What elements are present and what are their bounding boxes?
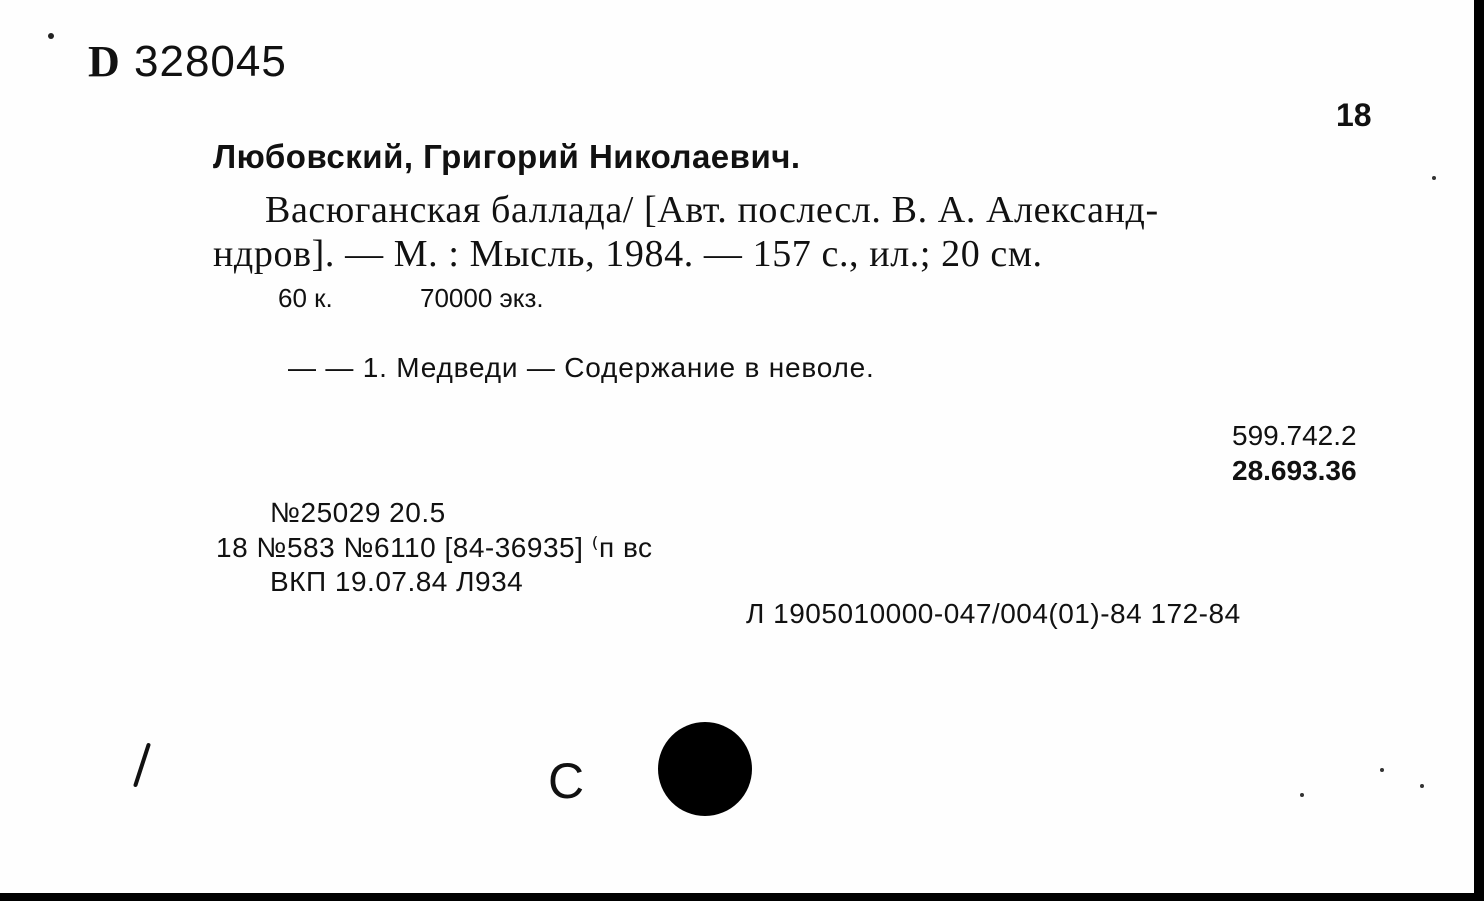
subject-heading: — — 1. Медведи — Содержание в неволе.	[288, 352, 875, 383]
speck-mark	[1380, 768, 1384, 772]
title-line-1: Васюганская баллада/ [Авт. послесл. В. А. Александ-	[265, 189, 1159, 231]
punch-hole	[658, 722, 752, 816]
tech-line-2: 18 №583 №6110 [84-36935] ⁽п вс	[216, 532, 653, 563]
speck-mark	[48, 33, 54, 39]
bbk-code: 28.693.36	[1232, 455, 1357, 486]
print-run: 70000 экз.	[420, 283, 544, 313]
price: 60 к.	[278, 283, 333, 313]
speck-mark	[1300, 793, 1304, 797]
corner-number: 18	[1336, 97, 1372, 133]
udc-code: 599.742.2	[1232, 420, 1357, 451]
speck-mark	[1432, 176, 1436, 180]
publication-code: Л 1905010000-047/004(01)-84 172-84	[746, 598, 1241, 629]
card-id	[88, 36, 287, 87]
title-line-2: ндров]. — М. : Мысль, 1984. — 157 с., ил.; 20 см.	[213, 233, 1043, 275]
card-id-prefix: D	[88, 37, 121, 86]
author-heading: Любовский, Григорий Николаевич.	[213, 138, 801, 175]
pen-mark	[133, 743, 151, 788]
tech-line-3: ВКП 19.07.84 Л934	[270, 566, 524, 597]
bottom-letter: С	[548, 753, 585, 809]
tech-line-1: №25029 20.5	[270, 497, 446, 528]
card-id-number: 328045	[134, 37, 287, 86]
speck-mark	[1420, 784, 1424, 788]
